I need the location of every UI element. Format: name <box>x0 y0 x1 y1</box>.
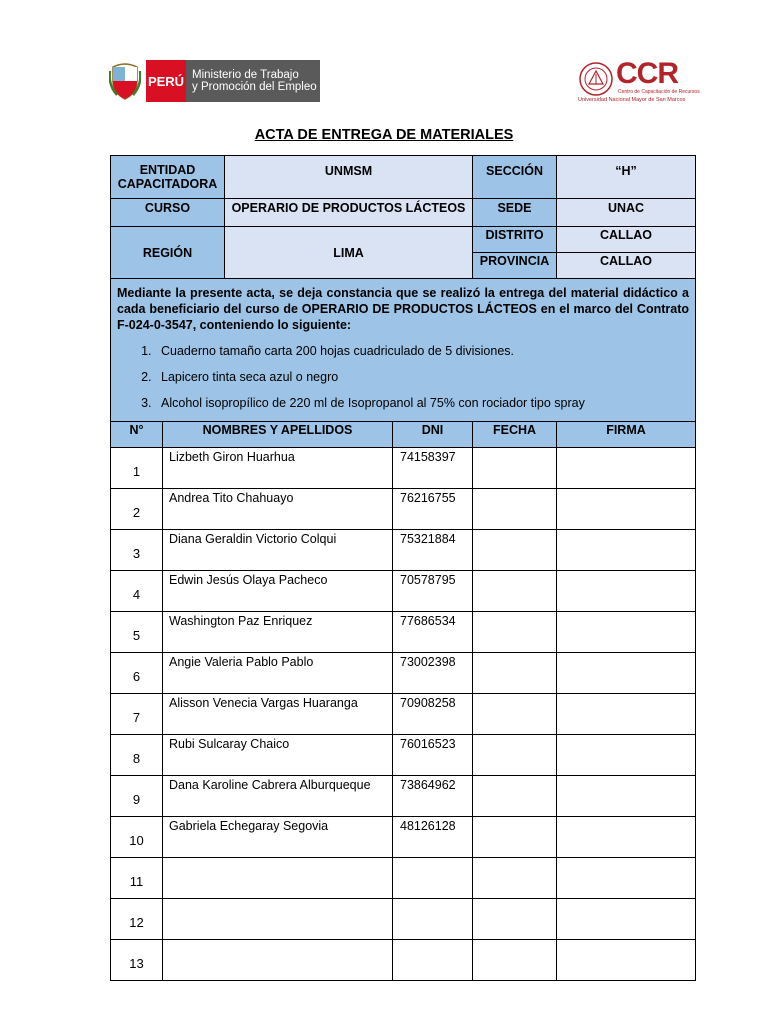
provincia-value: CALLAO <box>557 253 696 279</box>
row-firma[interactable] <box>557 817 696 858</box>
table-row <box>111 571 696 612</box>
ccr-logo <box>578 57 700 106</box>
row-fecha[interactable] <box>473 858 557 899</box>
ccr-wordmark: CCR <box>616 57 678 90</box>
row-firma[interactable] <box>557 653 696 694</box>
row-name <box>163 858 393 899</box>
row-dni <box>393 858 473 899</box>
note-cell <box>111 279 696 422</box>
col-header-dni: DNI <box>393 422 473 448</box>
sede-label: SEDE <box>473 199 557 227</box>
row-dni: 75321884 <box>393 530 473 571</box>
row-number: 10 <box>111 817 163 858</box>
row-dni <box>393 940 473 981</box>
row-dni: 70908258 <box>393 694 473 735</box>
row-number: 3 <box>111 530 163 571</box>
region-value: LIMA <box>225 227 473 279</box>
materials-list <box>117 343 689 411</box>
table-row <box>111 694 696 735</box>
row-dni: 76016523 <box>393 735 473 776</box>
ministerio-line2: y Promoción del Empleo <box>192 81 317 93</box>
curso-label: CURSO <box>111 199 225 227</box>
provincia-label: PROVINCIA <box>473 253 557 279</box>
row-firma[interactable] <box>557 530 696 571</box>
row-name: Edwin Jesús Olaya Pacheco <box>163 571 393 612</box>
row-fecha[interactable] <box>473 448 557 489</box>
curso-value: OPERARIO DE PRODUCTOS LÁCTEOS <box>225 199 473 227</box>
row-name: Lizbeth Giron Huarhua <box>163 448 393 489</box>
row-dni: 70578795 <box>393 571 473 612</box>
curso-row <box>111 199 696 227</box>
acta-table <box>110 155 696 981</box>
row-name: Dana Karoline Cabrera Alburqueque <box>163 776 393 817</box>
row-number: 11 <box>111 858 163 899</box>
row-number: 8 <box>111 735 163 776</box>
column-header-row <box>111 422 696 448</box>
row-name: Diana Geraldin Victorio Colqui <box>163 530 393 571</box>
row-firma[interactable] <box>557 776 696 817</box>
row-fecha[interactable] <box>473 940 557 981</box>
peru-label: PERÚ <box>146 60 186 102</box>
entidad-value: UNMSM <box>225 156 473 199</box>
document-title: ACTA DE ENTREGA DE MATERIALES <box>254 127 514 143</box>
row-number: 2 <box>111 489 163 530</box>
row-name <box>163 899 393 940</box>
table-row <box>111 858 696 899</box>
row-fecha[interactable] <box>473 899 557 940</box>
distrito-label: DISTRITO <box>473 227 557 253</box>
unmsm-seal-icon <box>578 60 614 98</box>
peru-coat-of-arms-icon <box>108 60 142 102</box>
row-fecha[interactable] <box>473 612 557 653</box>
row-dni: 73864962 <box>393 776 473 817</box>
row-number: 9 <box>111 776 163 817</box>
row-name: Rubi Sulcaray Chaico <box>163 735 393 776</box>
row-firma[interactable] <box>557 571 696 612</box>
ministerio-line1: Ministerio de Trabajo <box>192 69 299 81</box>
row-number: 1 <box>111 448 163 489</box>
row-firma[interactable] <box>557 612 696 653</box>
table-row <box>111 612 696 653</box>
entidad-row <box>111 156 696 199</box>
row-name <box>163 940 393 981</box>
beneficiaries-body <box>111 448 696 981</box>
row-fecha[interactable] <box>473 653 557 694</box>
entidad-label: ENTIDAD CAPACITADORA <box>111 156 225 199</box>
table-row <box>111 530 696 571</box>
table-row <box>111 489 696 530</box>
distrito-value: CALLAO <box>557 227 696 253</box>
peru-ministerio-logo <box>108 60 320 102</box>
ccr-university: Universidad Nacional Mayor de San Marcos <box>578 97 686 103</box>
row-number: 7 <box>111 694 163 735</box>
table-row <box>111 899 696 940</box>
ccr-subtitle: Centro de Capacitación de Recursos <box>618 89 700 95</box>
col-header-fecha: FECHA <box>473 422 557 448</box>
row-firma[interactable] <box>557 940 696 981</box>
row-name: Gabriela Echegaray Segovia <box>163 817 393 858</box>
row-fecha[interactable] <box>473 817 557 858</box>
row-fecha[interactable] <box>473 530 557 571</box>
row-number: 13 <box>111 940 163 981</box>
col-header-n: N° <box>111 422 163 448</box>
row-firma[interactable] <box>557 448 696 489</box>
seccion-value: “H” <box>557 156 696 199</box>
table-row <box>111 776 696 817</box>
row-fecha[interactable] <box>473 489 557 530</box>
row-fecha[interactable] <box>473 571 557 612</box>
row-firma[interactable] <box>557 858 696 899</box>
seccion-label: SECCIÓN <box>473 156 557 199</box>
row-name: Angie Valeria Pablo Pablo <box>163 653 393 694</box>
table-row <box>111 448 696 489</box>
note-text: Mediante la presente acta, se deja constancia que se realizó la entrega del material didáctico a cada beneficiario del curso de OPERARIO DE PRODUCTOS LÁCTEOS en el marco del Contrato F-024-0-3547, conteniendo lo siguiente: <box>117 286 689 332</box>
material-item: 2. Lapicero tinta seca azul o negro <box>155 369 689 385</box>
row-name: Alisson Venecia Vargas Huaranga <box>163 694 393 735</box>
row-number: 5 <box>111 612 163 653</box>
row-firma[interactable] <box>557 694 696 735</box>
row-dni: 73002398 <box>393 653 473 694</box>
region-label: REGIÓN <box>111 227 225 279</box>
row-name: Washington Paz Enriquez <box>163 612 393 653</box>
row-number: 4 <box>111 571 163 612</box>
row-firma[interactable] <box>557 735 696 776</box>
row-fecha[interactable] <box>473 776 557 817</box>
table-row <box>111 735 696 776</box>
table-row <box>111 940 696 981</box>
row-dni: 76216755 <box>393 489 473 530</box>
row-dni: 48126128 <box>393 817 473 858</box>
row-number: 6 <box>111 653 163 694</box>
col-header-firma: FIRMA <box>557 422 696 448</box>
sede-value: UNAC <box>557 199 696 227</box>
row-dni: 74158397 <box>393 448 473 489</box>
distrito-row <box>111 227 696 253</box>
row-number: 12 <box>111 899 163 940</box>
row-fecha[interactable] <box>473 735 557 776</box>
row-firma[interactable] <box>557 489 696 530</box>
table-row <box>111 817 696 858</box>
material-item: 1. Cuaderno tamaño carta 200 hojas cuadriculado de 5 divisiones. <box>155 343 689 359</box>
row-firma[interactable] <box>557 899 696 940</box>
table-row <box>111 653 696 694</box>
col-header-name: NOMBRES Y APELLIDOS <box>163 422 393 448</box>
row-dni: 77686534 <box>393 612 473 653</box>
ministerio-label <box>186 60 320 102</box>
row-dni <box>393 899 473 940</box>
row-fecha[interactable] <box>473 694 557 735</box>
row-name: Andrea Tito Chahuayo <box>163 489 393 530</box>
note-row <box>111 279 696 422</box>
material-item: 3. Alcohol isopropílico de 220 ml de Isopropanol al 75% con rociador tipo spray <box>155 395 689 411</box>
